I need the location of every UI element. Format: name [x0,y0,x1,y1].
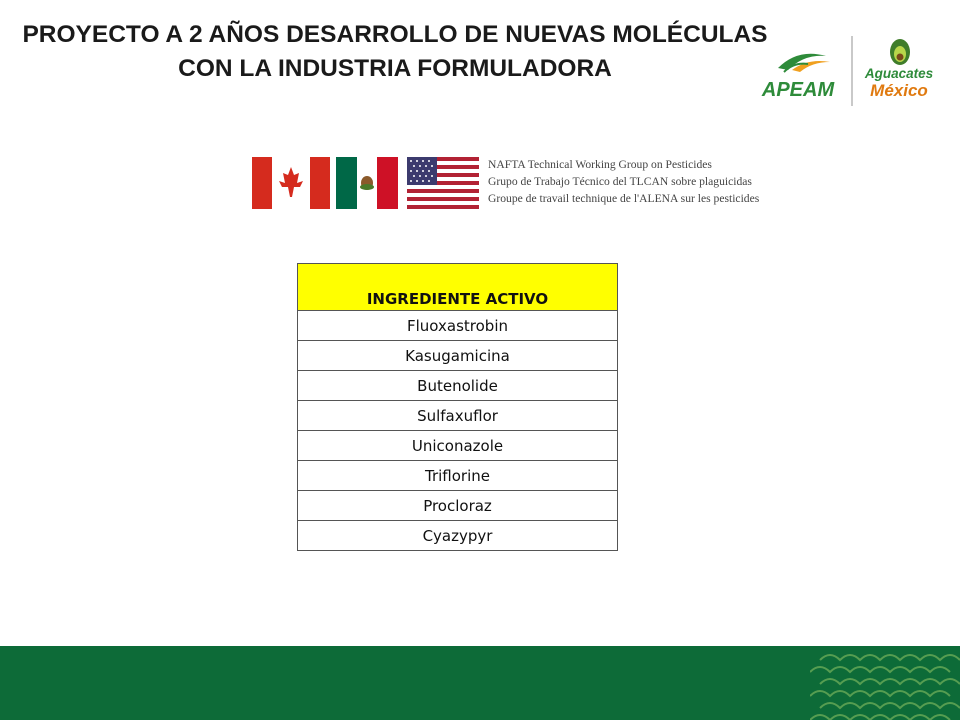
aguacates-wordmark: Aguacates [864,66,934,81]
table-cell: Sulfaxuflor [298,401,618,431]
table-row [298,401,618,431]
nafta-line-fr: Groupe de travail technique de l'ALENA sur les pesticides [488,192,760,205]
nafta-banner [252,154,832,212]
logo-group [748,36,938,110]
mexico-flag-icon [336,157,398,209]
title-line-2: CON LA INDUSTRIA FORMULADORA [178,55,612,82]
table-cell: Butenolide [298,371,618,401]
table-cell: Procloraz [298,491,618,521]
table-cell: Fluoxastrobin [298,311,618,341]
table-row [298,341,618,371]
table-cell: Uniconazole [298,431,618,461]
table-cell: Triflorine [298,461,618,491]
table-row [298,461,618,491]
table-row [298,491,618,521]
page-title [0,18,790,86]
aguacates-mexico-logo [860,36,938,106]
table-cell: Kasugamicina [298,341,618,371]
nafta-line-en: NAFTA Technical Working Group on Pesticides [488,158,712,171]
nafta-line-es: Grupo de Trabajo Técnico del TLCAN sobre plaguicidas [488,175,752,188]
usa-flag-icon [407,157,479,209]
mexico-wordmark: México [870,81,928,100]
table-row [298,431,618,461]
footer-wave-pattern [810,646,960,720]
title-line-1: PROYECTO A 2 AÑOS DESARROLLO DE NUEVAS MOLÉCULAS [22,21,768,48]
nafta-text [488,156,833,207]
canada-flag-icon [252,157,330,209]
footer-band [0,646,960,720]
table-row [298,521,618,551]
apeam-logo [748,46,848,104]
table-row [298,371,618,401]
ingredients-table [297,263,618,551]
table-row [298,311,618,341]
logo-divider [851,36,853,106]
table-cell: Cyazypyr [298,521,618,551]
apeam-wordmark: APEAM [761,79,835,101]
table-header-cell: INGREDIENTE ACTIVO [298,264,618,311]
table-header-row [298,264,618,311]
